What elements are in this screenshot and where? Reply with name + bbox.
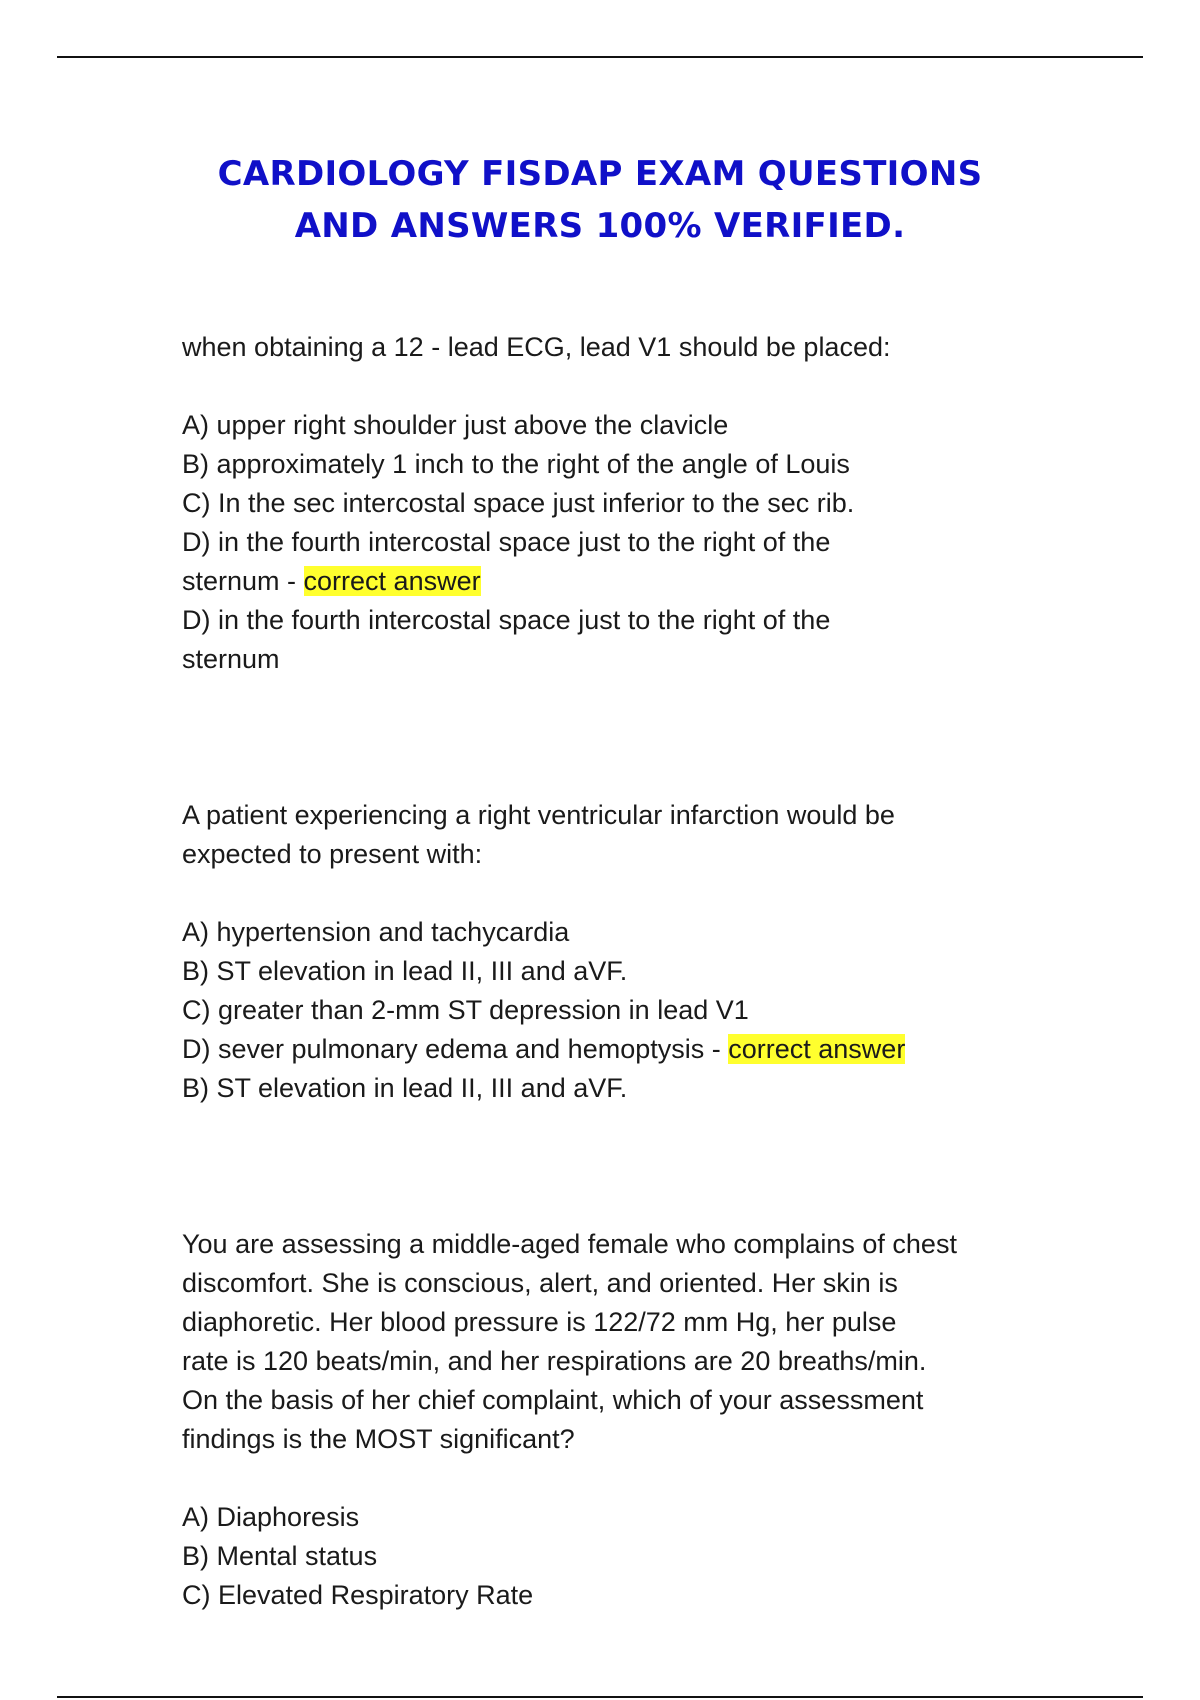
option-c: C) greater than 2-mm ST depression in lead V1 <box>182 995 749 1025</box>
document-title <box>0 148 1200 252</box>
option-b: B) Mental status <box>182 1541 378 1571</box>
option-c: C) Elevated Respiratory Rate <box>182 1580 534 1610</box>
bottom-rule <box>57 1696 1143 1698</box>
option-d-text: D) sever pulmonary edema and hemoptysis - <box>182 1034 729 1064</box>
option-c: C) In the sec intercostal space just inferior to the sec rib. <box>182 488 855 518</box>
question-line-1: A patient experiencing a right ventricular infarction would be <box>182 800 895 830</box>
spacer <box>182 679 1062 796</box>
question-block-2 <box>182 796 1062 1108</box>
option-b: B) ST elevation in lead II, III and aVF. <box>182 956 628 986</box>
question-text <box>182 1225 1062 1459</box>
document-body <box>182 328 1062 1615</box>
option-a: A) hypertension and tachycardia <box>182 917 570 947</box>
option-d <box>182 1030 1062 1069</box>
answer-line-1: D) in the fourth intercostal space just to the right of the <box>182 605 831 635</box>
title-line-2: AND ANSWERS 100% VERIFIED. <box>294 206 906 246</box>
question-text <box>182 796 1062 874</box>
question-line: discomfort. She is conscious, alert, and oriented. Her skin is <box>182 1268 898 1298</box>
question-text: when obtaining a 12 - lead ECG, lead V1 should be placed: <box>182 332 891 362</box>
top-rule <box>57 56 1143 58</box>
options-list <box>182 406 1062 679</box>
title-line-1: CARDIOLOGY FISDAP EXAM QUESTIONS <box>217 154 983 194</box>
spacer <box>182 1108 1062 1225</box>
option-b: B) approximately 1 inch to the right of the angle of Louis <box>182 449 850 479</box>
correct-answer-marker: correct answer <box>303 566 481 596</box>
options-list <box>182 1498 1062 1615</box>
answer-line-2: sternum <box>182 644 280 674</box>
question-block-3 <box>182 1225 1062 1615</box>
question-line: On the basis of her chief complaint, which of your assessment <box>182 1385 924 1415</box>
question-line-2: expected to present with: <box>182 839 483 869</box>
option-d: D) in the fourth intercostal space just to the right of the <box>182 527 831 557</box>
option-a: A) Diaphoresis <box>182 1502 360 1532</box>
options-list <box>182 913 1062 1108</box>
question-block-1 <box>182 328 1062 679</box>
question-line: diaphoretic. Her blood pressure is 122/72 mm Hg, her pulse <box>182 1307 897 1337</box>
answer-line: B) ST elevation in lead II, III and aVF. <box>182 1073 628 1103</box>
question-line: findings is the MOST significant? <box>182 1424 575 1454</box>
question-line: rate is 120 beats/min, and her respirations are 20 breaths/min. <box>182 1346 927 1376</box>
option-a: A) upper right shoulder just above the clavicle <box>182 410 729 440</box>
correct-answer-marker: correct answer <box>728 1034 906 1064</box>
option-d-tail: sternum - <box>182 566 304 596</box>
option-d-continued <box>182 562 1062 601</box>
question-line: You are assessing a middle-aged female who complains of chest <box>182 1229 957 1259</box>
